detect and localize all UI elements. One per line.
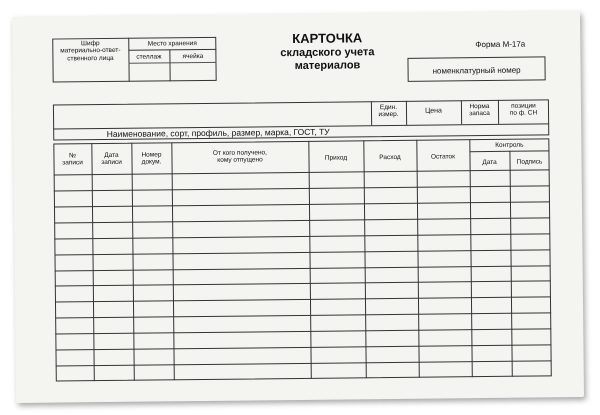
col-date-header	[91, 152, 131, 167]
cipher-line-2: материально-ответ-	[60, 47, 121, 55]
unit-line-1: Един.	[379, 103, 398, 112]
position-label	[498, 102, 549, 117]
col-balance-header: Остаток	[430, 153, 456, 161]
col-date-line-1: Дата	[104, 151, 119, 160]
cipher-line-3: ственного лица	[67, 54, 114, 63]
col-expense-header: Расход	[379, 153, 401, 162]
cipher-label	[52, 40, 128, 63]
position-line-1: позиции	[511, 102, 536, 110]
col-doc-line-2: докум.	[141, 158, 162, 167]
price-label: Цена	[425, 107, 442, 115]
card-subtitle-2: материалов	[294, 59, 361, 73]
col-num-line-2: записи	[62, 159, 83, 167]
unit-label	[371, 104, 406, 119]
col-date-line-2: записи	[101, 159, 122, 167]
col-doc-header	[131, 151, 171, 166]
col-doc-line-1: Номер	[141, 151, 162, 159]
norm-line-2: запаса	[469, 110, 490, 118]
form-sheet	[12, 11, 584, 403]
col-from-line-2: кому отпущено	[217, 156, 263, 165]
card-subtitle-1: складского учета	[280, 46, 375, 60]
norm-label	[461, 103, 498, 118]
col-control-sign-header: Подпись	[516, 158, 543, 166]
col-control-date-header: Дата	[482, 158, 497, 167]
card-title: КАРТОЧКА	[292, 30, 363, 47]
unit-line-2: измер.	[378, 111, 399, 119]
ledger-rows	[12, 11, 580, 17]
form-code: Форма М-17а	[475, 39, 526, 50]
col-num-line-1: №	[68, 152, 76, 160]
col-from-line-1: От кого получено,	[212, 149, 267, 157]
nomenclature-label: номенклатурный номер	[432, 65, 521, 76]
rack-label: стеллаж	[136, 53, 162, 61]
cell-label: ячейка	[182, 52, 204, 61]
col-income-header: Приход	[324, 154, 348, 162]
storage-place-label: Место хранения	[147, 40, 197, 48]
name-label: Наименование, сорт, профиль, размер, марка, ГОСТ, ТУ	[106, 126, 330, 139]
norm-line-1: Норма	[469, 102, 490, 111]
col-num-header	[53, 152, 91, 167]
col-control-header: Контроль	[495, 141, 524, 149]
position-line-2: по ф. СН	[509, 109, 538, 118]
cipher-line-1: Шифр	[80, 40, 100, 48]
col-from-header	[171, 149, 308, 165]
